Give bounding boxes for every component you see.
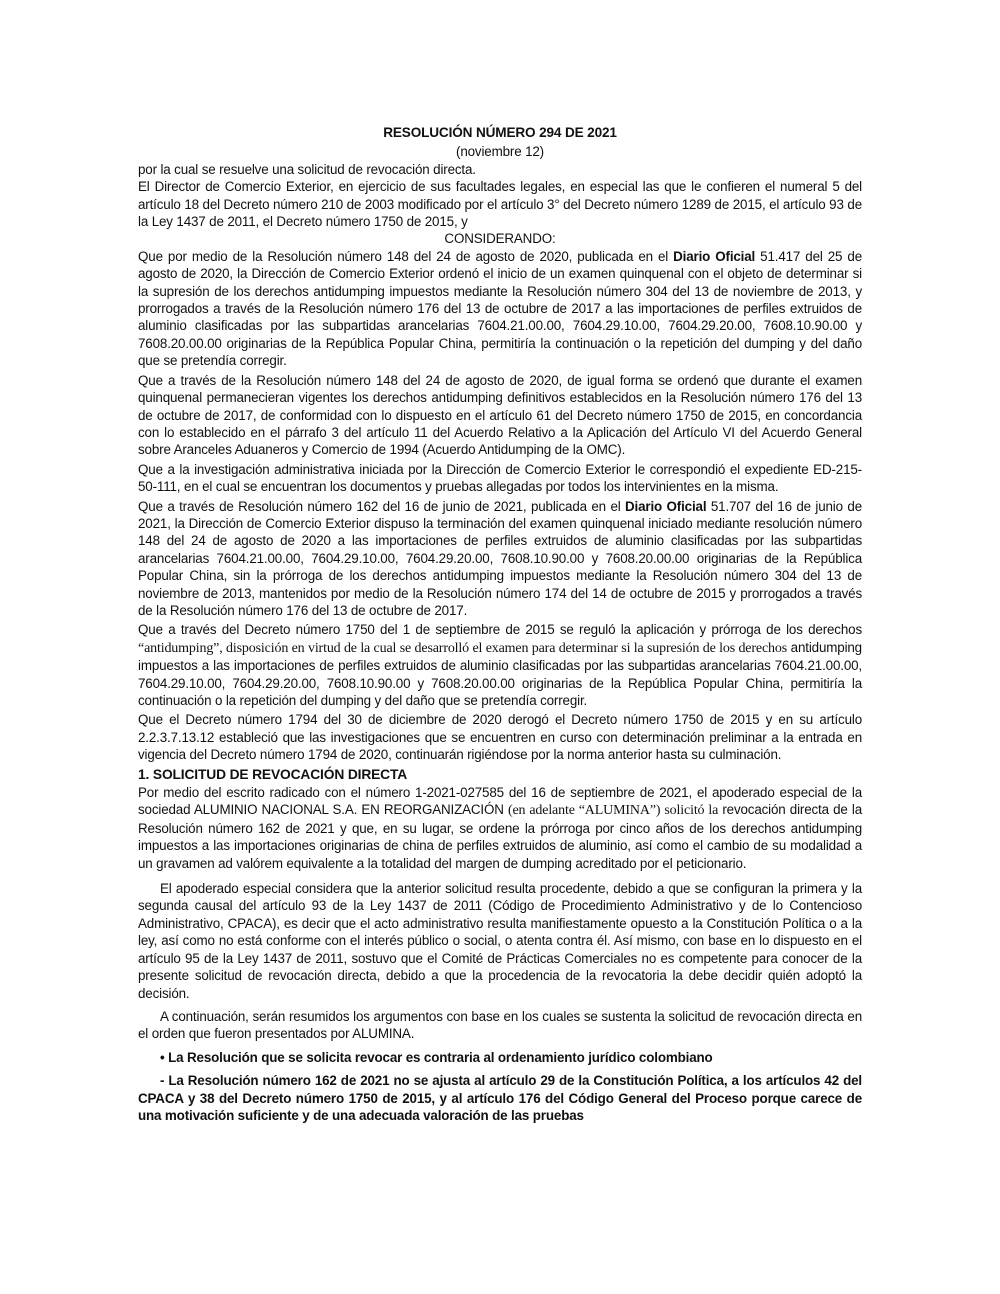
paragraph-2: Que a través de la Resolución número 148 del 24 de agosto de 2020, de igual forma se ordenó que durante el examen quinquenal permanecieran vigentes los derechos antidumping definitivos establecidos en la Resolución número 176 del 13 de octubre de 2017, de conformidad con lo dispuesto en el artículo 61 del Decreto número 1750 de 2015, en concordancia con lo establecido en el párrafo 3 del artículo 11 del Acuerdo Relativo a la Aplicación del Artículo VI del Acuerdo General sobre Aranceles Aduaneros y Comercio de 1994 (Acuerdo Antidumping de la OMC). xyxy=(138,372,862,458)
diario-oficial-ref: Diario Oficial xyxy=(673,248,756,264)
paragraph-3: Que a la investigación administrativa iniciada por la Dirección de Comercio Exterior le correspondió el expediente ED-215-50-111, en el cual se encuentran los documentos y pruebas allegadas por todos los intervinientes en la misma. xyxy=(138,461,862,495)
paragraph-1 xyxy=(138,248,862,370)
paragraph-6: Que el Decreto número 1794 del 30 de diciembre de 2020 derogó el Decreto número 1750 de 2015 y en su artículo 2.2.3.7.13.12 estableció que las investigaciones que se encuentren en curso con determinación preliminar a la entrada en vigencia del Decreto número 1794 de 2020, continuarán rigiéndose por la norma anterior hasta su culminación. xyxy=(138,712,862,763)
document-page xyxy=(138,124,862,1130)
considerando-heading: CONSIDERANDO: xyxy=(444,231,556,247)
paragraph-8: El apoderado especial considera que la anterior solicitud resulta procedente, debido a que se configuran la primera y la segunda causal del artículo 93 de la Ley 1437 de 2011 (Código de Procedimiento Administrativo y de lo Contencioso Administrativo, CPACA), es decir que el acto administrativo resulta manifiestamente opuesto a la Constitución Política o a la ley, así como no está conforme con el interés público o social, o atenta contra él. Así mismo, con base en lo dispuesto en el artículo 95 de la Ley 1437 de 2011, sostuvo que el Comité de Prácticas Comerciales no es competente para conocer de la presente solicitud de revocación directa, debido a que la procedencia de la revocatoria la debe decidir quién adoptó la decisión. xyxy=(138,881,862,1001)
document-date: (noviembre 12) xyxy=(456,144,544,160)
paragraph-9: A continuación, serán resumidos los argumentos con base en los cuales se sustenta la solicitud de revocación directa en el orden que fueron presentados por ALUMINA. xyxy=(138,1008,862,1042)
section-heading-1: 1. SOLICITUD DE REVOCACIÓN DIRECTA xyxy=(138,766,408,782)
paragraph-5-text-a: Que a través del Decreto número 1750 del 1 de septiembre de 2015 se reguló la aplicación y prórroga de los derechos xyxy=(138,622,862,638)
paragraph-1-text-a: Que por medio de la Resolución número 148 del 24 de agosto de 2020, publicada en el xyxy=(138,248,674,264)
sub-heading: - La Resolución número 162 de 2021 no se ajusta al artículo 29 de la Constitución Política, a los artículos 42 del CPACA y 38 del Decreto número 1750 de 2015, y al artículo 176 del Código General del Proceso porque carece de una motivación suficiente y de una adecuada valoración de las pruebas xyxy=(138,1073,862,1123)
paragraph-7-serif-text: (en adelante “ALUMINA”) solicitó la xyxy=(507,803,719,819)
bullet-heading: • La Resolución que se solicita revocar es contraria al ordenamiento jurídico colombiano xyxy=(160,1049,713,1065)
paragraph-5-text-b: antidumping impuestos a las importaciones de perfiles extruidos de aluminio clasificadas por las subpartidas arancelarias 7604.21.00.00, 7604.29.10.00, 7604.29.20.00, 7608.10.90.00 y 7608.20.00.00 originarias de la República Popular China, permitiría la continuación o la repetición del dumping y del daño que se pretendía corregir. xyxy=(138,639,862,708)
paragraph-5-serif-text: “antidumping”, disposición en virtud de la cual se desarrolló el examen para determinar si la supresión de los derechos xyxy=(138,640,788,656)
document-preamble: El Director de Comercio Exterior, en ejercicio de sus facultades legales, en especial las que le confieren el numeral 5 del artículo 18 del Decreto número 210 de 2003 modificado por el artículo 3° del Decreto número 1289 de 2015, el artículo 93 de la Ley 1437 de 2011, el Decreto número 1750 de 2015, y xyxy=(138,179,862,230)
paragraph-4-text-a: Que a través de Resolución número 162 del 16 de junio de 2021, publicada en el xyxy=(138,498,626,514)
paragraph-1-text-b: 51.417 del 25 de agosto de 2020, la Dirección de Comercio Exterior ordenó el inicio de un examen quinquenal con el objeto de determinar si la supresión de los derechos antidumping impuestos mediante la Resolución número 304 del 13 de noviembre de 2013, y prorrogados a través de la Resolución número 176 del 13 de octubre de 2017 a las importaciones de perfiles extruidos de aluminio clasificadas por las subpartidas arancelarias 7604.21.00.00, 7604.29.10.00, 7604.29.20.00, 7608.10.90.00 y 7608.20.00.00 originarias de la República Popular China, permitiría la continuación o la repetición del dumping y del daño que se pretendía corregir. xyxy=(138,248,862,369)
paragraph-7-text-a: Por medio del escrito radicado con el número 1-2021-027585 del 16 de septiembre de 2021, el apoderado especial de la sociedad ALUMINIO NACIONAL S.A. EN REORGANIZACIÓN xyxy=(138,785,862,818)
document-title: RESOLUCIÓN NÚMERO 294 DE 2021 xyxy=(383,125,617,140)
diario-oficial-ref: Diario Oficial xyxy=(625,498,707,514)
paragraph-4-text-b: 51.707 del 16 de junio de 2021, la Dirección de Comercio Exterior dispuso la terminación del examen quinquenal iniciado mediante resolución número 148 del 24 de agosto de 2020 a las importaciones de perfiles extruidos de aluminio clasificadas por las subpartidas arancelarias 7604.21.00.00, 7604.29.10.00, 7604.29.20.00, 7608.10.90.00 y 7608.20.00.00 originarias de la República Popular China, sin la prórroga de los derechos antidumping impuestos mediante la Resolución número 304 del 13 de noviembre de 2013, mantenidos por medio de la Resolución número 174 del 14 de octubre de 2015 y prorrogados a través de la Resolución número 176 del 13 de octubre de 2017. xyxy=(138,498,862,618)
paragraph-7-text-b: revocación directa de la Resolución número 162 de 2021 y que, en su lugar, se ordene la prórroga por cinco años de los derechos antidumping impuestos a las importaciones originarias de china de perfiles extruidos de aluminio, así como el cambio de su modalidad a un gravamen ad valórem equivalente a la totalidad del margen de dumping acreditado por el peticionario. xyxy=(138,802,863,871)
document-summary: por la cual se resuelve una solicitud de revocación directa. xyxy=(138,161,476,177)
paragraph-4 xyxy=(138,498,862,620)
paragraph-5 xyxy=(138,621,862,709)
paragraph-7 xyxy=(138,784,862,872)
